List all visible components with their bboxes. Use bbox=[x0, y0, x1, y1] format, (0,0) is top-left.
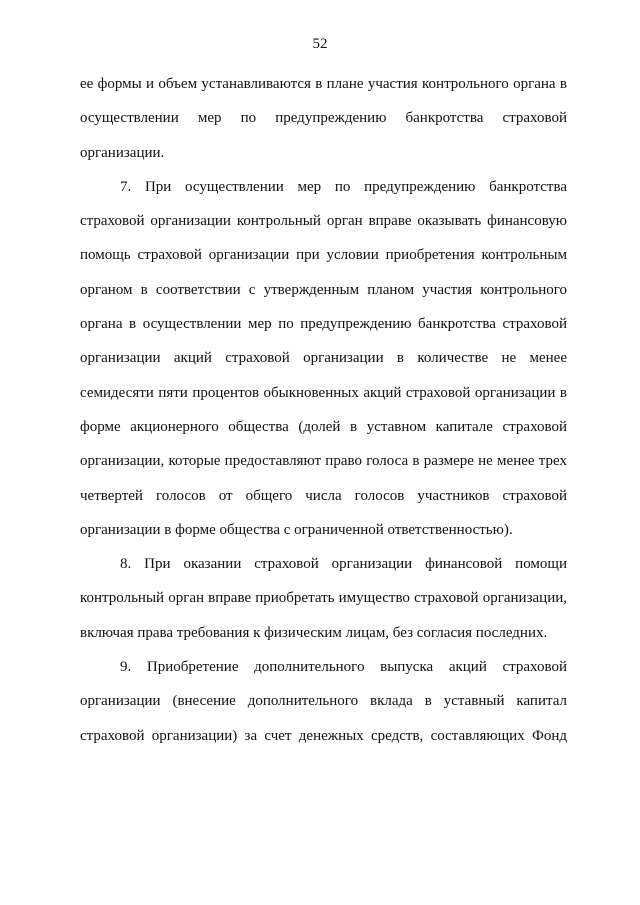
paragraph-continuation: ее формы и объем устанавливаются в плане участия контрольного органа в осуществлении мер по предупреждению банкротства страховой организации. bbox=[80, 76, 567, 161]
document-body bbox=[80, 67, 567, 753]
paragraph-clause-8: 8. При оказании страховой организации финансовой помощи контрольный орган вправе приобретать имущество страховой организации, включая права требования к физическим лицам, без согласия последних. bbox=[80, 556, 567, 641]
paragraph-clause-7: 7. При осуществлении мер по предупреждению банкротства страховой организации контрольный орган вправе оказывать финансовую помощь страховой организации при условии приобретения контрольным органом в соответствии с утвержденным планом участия контрольного органа в осуществлении мер по предупреждению банкротства страховой организации акций страховой организации в количестве не менее семидесяти пяти процентов обыкновенных акций страховой организации в форме акционерного общества (долей в уставном капитале страховой организации, которые предоставляют право голоса в размере не менее трех четвертей голосов от общего числа голосов участников страховой организации в форме общества с ограниченной ответственностью). bbox=[80, 178, 567, 538]
page-number: 52 bbox=[312, 36, 328, 52]
paragraph-clause-9: 9. Приобретение дополнительного выпуска акций страховой организации (внесение дополнительного вклада в уставный капитал страховой организации) за счет денежных средств, составляющих Фонд bbox=[80, 659, 567, 744]
